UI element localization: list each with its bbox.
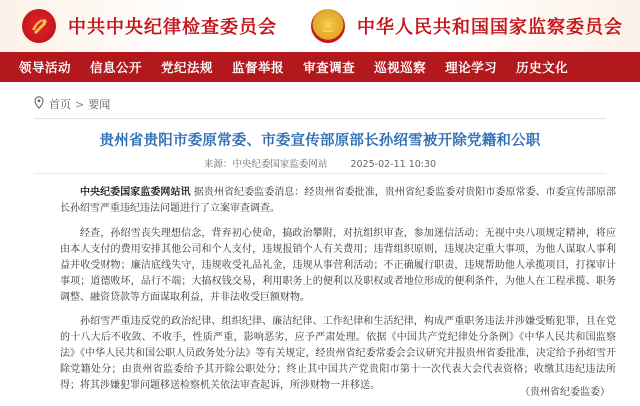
main-nav [0, 52, 640, 82]
nav-item-inspection[interactable]: 巡视巡察 [374, 60, 427, 75]
article-title: 贵州省贵阳市委原常委、市委宣传部原部长孙绍雪被开除党籍和公职 [99, 133, 541, 149]
party-emblem-icon [22, 9, 56, 43]
article-meta [0, 156, 640, 170]
right-org-title: 中华人民共和国国家监察委员会 [357, 17, 623, 38]
breadcrumb-current[interactable]: 要闻 [88, 98, 111, 111]
left-org-title: 中共中央纪律检查委员会 [68, 17, 277, 38]
cpc-ccdi-brand[interactable] [22, 6, 277, 46]
nav-item-history[interactable]: 历史文化 [516, 60, 569, 75]
nav-item-report[interactable]: 监督举报 [232, 60, 285, 75]
article-source: 来源：中央纪委国家监委网站 [203, 159, 328, 170]
article-paragraph: 经查，孙绍雪丧失理想信念，背弃初心使命，搞政治攀附，对抗组织审查，参加迷信活动；无视中央八项规定精神，将应由本人支付的费用安排其他公司和个人支付，违规报销个人有关费用；违背组织原则，违规决定重大事项，为他人谋取人事利益并收受财物；廉洁底线失守，违规收受礼品礼金，违规从事营利活动；不正确履行职责，违规帮助他人承揽项目，打探审计事项；道德败坏，品行不端；大搞权钱交易，利用职务上的便利以及职权或者地位形成的便利条件，为他人在工程承揽、职务调整、融资贷款等方面谋取利益，并非法收受巨额财物。 [60, 228, 616, 303]
nav-item-leadership[interactable]: 领导活动 [19, 60, 72, 75]
article-signoff: （贵州省纪委监委） [520, 387, 610, 398]
breadcrumb [34, 95, 110, 113]
article-date: 2025-02-11 10:30 [350, 159, 437, 170]
lead-text: 据贵州省纪委监委消息：经贵州省委批准，贵州省纪委监委对贵阳市委原常委、市委宣传部原部长孙绍雪严重违纪违法问题进行了立案审查调查。 [60, 187, 617, 214]
divider [34, 173, 606, 174]
article-lead-paragraph [60, 185, 616, 217]
national-emblem-icon [311, 9, 345, 43]
nav-item-investigation[interactable]: 审查调查 [303, 60, 356, 75]
nsc-brand[interactable] [311, 6, 623, 46]
location-pin-icon [34, 96, 44, 112]
article-paragraph: 孙绍雪严重违反党的政治纪律、组织纪律、廉洁纪律、工作纪律和生活纪律，构成严重职务违法并涉嫌受贿犯罪，且在党的十八大后不收敛、不收手，性质严重，影响恶劣，应予严肃处理。依据《中国共产党纪律处分条例》《中华人民共和国监察法》《中华人民共和国公职人员政务处分法》等有关规定，经贵州省纪委常委会会议研究并报贵州省委批准，决定给予孙绍雪开除党籍处分；由贵州省监委给予其开除公职处分；终止其中国共产党贵阳市第十一次代表大会代表资格；收缴其违纪违法所得；将其涉嫌犯罪问题移送检察机关依法审查起诉，所涉财物一并移送。 [60, 316, 616, 391]
nav-item-disclosure[interactable]: 信息公开 [90, 60, 143, 75]
lead-source: 中央纪委国家监委网站讯 [80, 187, 191, 198]
breadcrumb-separator: > [75, 97, 85, 111]
nav-item-regulations[interactable]: 党纪法规 [161, 60, 214, 75]
article-body [60, 185, 616, 402]
nav-item-theory[interactable]: 理论学习 [445, 60, 498, 75]
breadcrumb-home[interactable]: 首页 [49, 98, 71, 111]
divider [34, 118, 606, 119]
site-banner [0, 0, 640, 52]
